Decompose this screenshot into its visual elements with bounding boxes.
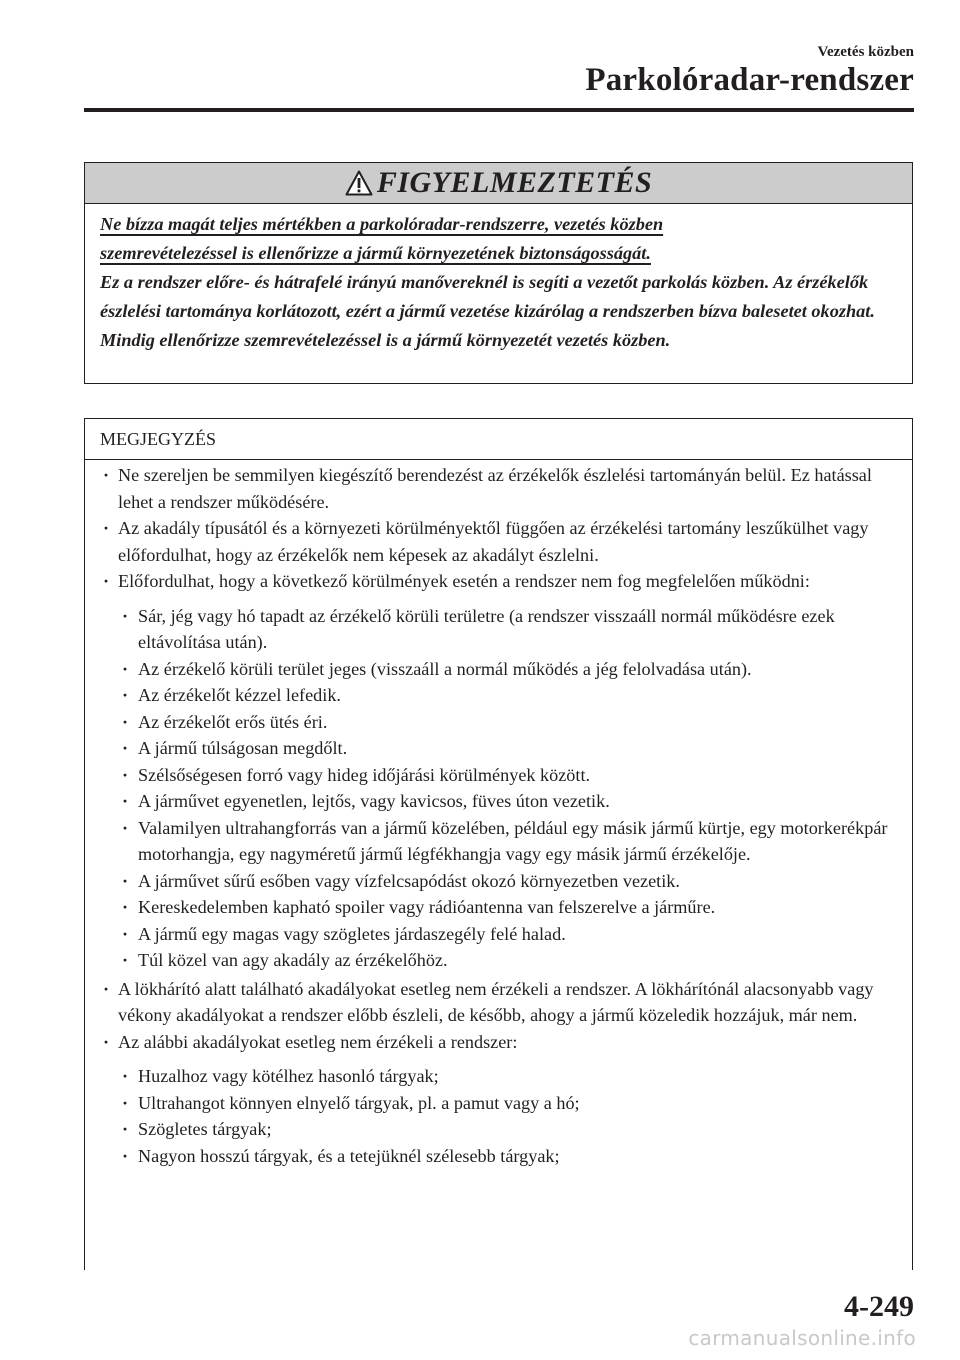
warning-header [85,163,912,204]
page-title: Parkolóradar-rendszer [585,62,914,98]
list-item [100,568,904,974]
sub-list-item: · Valamilyen ultrahangforrás van a jármű közelében, például egy másik jármű kürtje, egy motorkerékpár motorhangja, egy nagyméretű jármű légfékhangja vagy egy másik jármű érzékelője. [118,815,904,868]
sub-list-item: · Szögletes tárgyak; [118,1116,904,1143]
warning-underlined-1: Ne bízza magát teljes mértékben a parkolóradar-rendszerre, vezetés közben [100,214,664,234]
warning-triangle-icon [345,170,373,196]
sub-list-item: · Sár, jég vagy hó tapadt az érzékelő körüli területre (a rendszer visszaáll normál működésre ezek eltávolítása után). [118,603,904,656]
warning-line-1 [100,210,900,239]
list-item: · Az akadály típusától és a környezeti körülményektől függően az érzékelési tartomány leszűkülhet vagy előfordulhat, hogy az érzékelők nem képesek az akadályt észlelni. [100,515,904,568]
sub-list-item: · Ultrahangot könnyen elnyelő tárgyak, pl. a pamut vagy a hó; [118,1090,904,1117]
watermark: carmanualsonline.info [688,1326,916,1350]
sub-list-item: · A járművet sűrű esőben vagy vízfelcsapódást okozó környezetben vezetik. [118,868,904,895]
warning-body [85,204,912,355]
list-item: · A lökhárító alatt található akadályokat esetleg nem érzékeli a rendszer. A lökhárítónál alacsonyabb vagy vékony akadályokat a rendszer előbb észleli, de később, ahogy a jármű közeledik hozzájuk, már nem. [100,976,904,1029]
note-list [100,462,904,1169]
header-rule [84,108,914,112]
sub-list-item: · Túl közel van agy akadály az érzékelőhöz. [118,947,904,974]
sub-list [118,603,904,974]
warning-title: FIGYELMEZTETÉS [376,166,653,199]
sub-list-item: · A járművet egyenetlen, lejtős, vagy kavicsos, füves úton vezetik. [118,788,904,815]
sub-list-item: · Az érzékelőt kézzel lefedik. [118,682,904,709]
warning-box [84,162,913,384]
section-kicker: Vezetés közben [817,44,914,60]
sub-list-item: · A jármű túlságosan megdőlt. [118,735,904,762]
list-item-text: Előfordulhat, hogy a következő körülmények esetén a rendszer nem fog megfelelően működni: [118,571,810,591]
sub-list-item: · Az érzékelőt erős ütés éri. [118,709,904,736]
page-number: 4-249 [844,1290,914,1323]
warning-paragraph: Ez a rendszer előre- és hátrafelé irányú manővereknél is segíti a vezetőt parkolás közben. Az érzékelők észlelési tartománya korlátozott, ezért a jármű vezetése kizárólag a rendszerben bízva balesetet okozhat. Mindig ellenőrizze szemrevételezéssel is a jármű környezetét vezetés közben. [100,272,875,350]
note-body [85,460,912,1169]
sub-list-item: · Szélsőségesen forró vagy hideg időjárási körülmények között. [118,762,904,789]
sub-list-item: · Nagyon hosszú tárgyak, és a tetejüknél szélesebb tárgyak; [118,1143,904,1170]
list-item-text: Az alábbi akadályokat esetleg nem érzékeli a rendszer: [118,1031,518,1052]
sub-list-item: · A jármű egy magas vagy szögletes járdaszegély felé halad. [118,921,904,948]
sub-list-item: · Huzalhoz vagy kötélhez hasonló tárgyak; [118,1063,904,1090]
list-item [100,1029,904,1170]
warning-line-2 [100,239,900,268]
sub-list [118,1063,904,1169]
note-box [84,418,913,1270]
list-item: · Ne szereljen be semmilyen kiegészítő berendezést az érzékelők észlelési tartományán belül. Ez hatással lehet a rendszer működésére. [100,462,904,515]
sub-list-item: · Kereskedelemben kapható spoiler vagy rádióantenna van felszerelve a járműre. [118,894,904,921]
warning-underlined-2: szemrevételezéssel is ellenőrizze a jármű környezetének biztonságosságát. [100,243,651,263]
note-header: MEGJEGYZÉS [85,419,912,460]
sub-list-item: · Az érzékelő körüli terület jeges (visszaáll a normál működés a jég felolvadása után). [118,656,904,683]
